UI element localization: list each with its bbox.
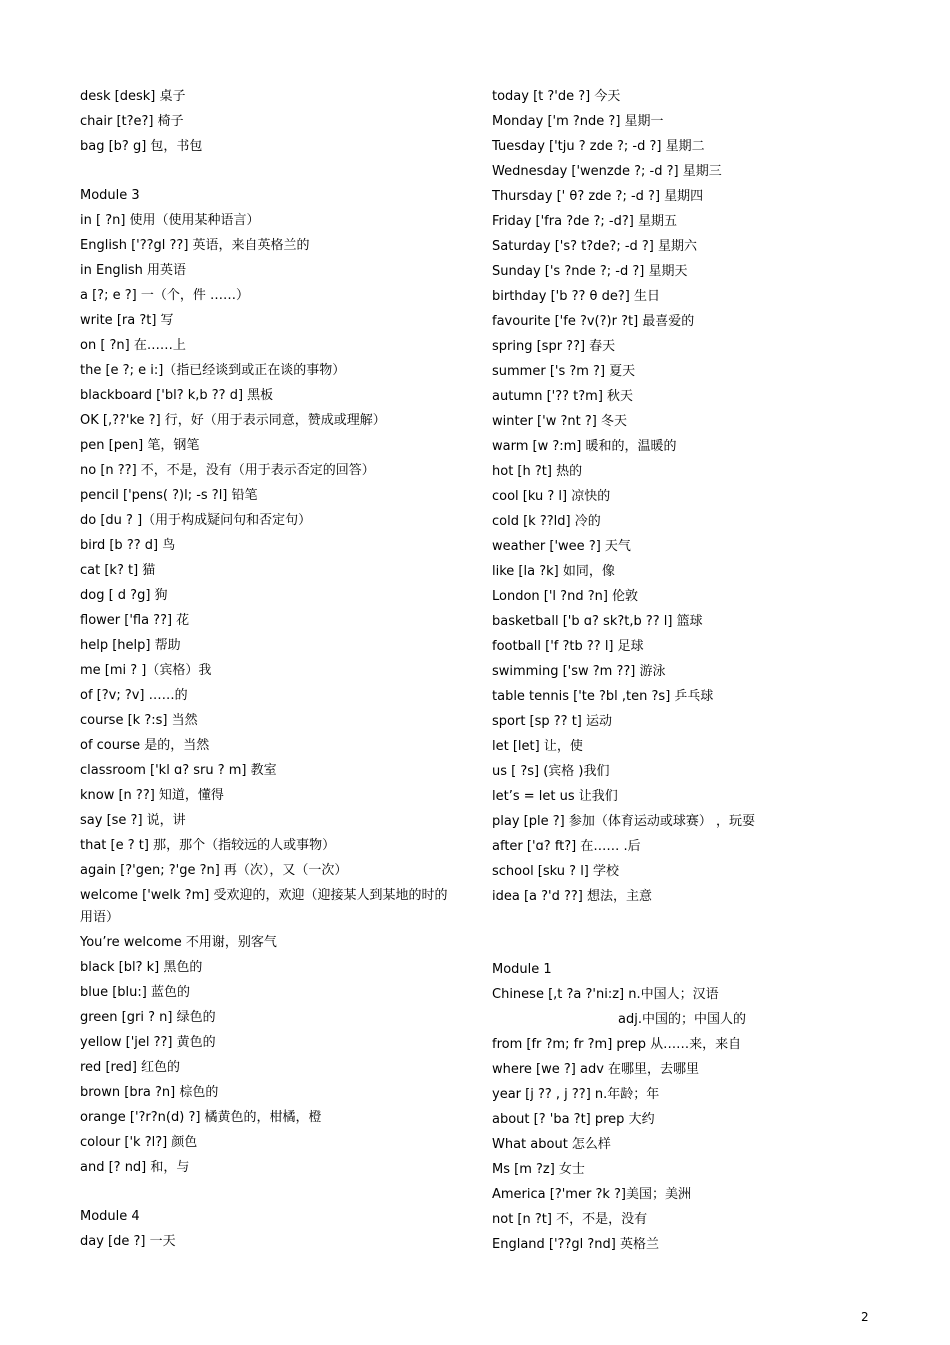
vocab-entry: warm [w ?:m] 暖和的，温暖的 xyxy=(492,439,677,454)
vocab-entry: London ['l ?nd ?n] 伦敦 xyxy=(492,589,639,604)
vocab-entry: do [du ? ]（用于构成疑问句和否定句） xyxy=(80,513,312,528)
vocab-entry: OK [,??'ke ?] 行，好（用于表示同意，赞成或理解） xyxy=(80,413,386,428)
vocab-entry: course [k ?:s] 当然 xyxy=(80,713,198,728)
vocab-entry: blackboard ['bl? k,b ?? d] 黑板 xyxy=(80,388,274,403)
vocab-entry: basketball ['b ɑ? sk?t,b ?? l] 篮球 xyxy=(492,614,703,629)
vocab-entry: football ['f ?tb ?? l] 足球 xyxy=(492,639,644,654)
vocab-entry: adj.中国的；中国人的 xyxy=(618,1012,746,1027)
vocab-entry: like [la ?k] 如同，像 xyxy=(492,564,615,579)
vocab-entry: weather ['wee ?] 天气 xyxy=(492,539,631,554)
vocab-entry: chair [t?e?] 椅子 xyxy=(80,114,184,129)
vocab-entry: write [ra ?t] 写 xyxy=(80,313,174,328)
vocab-entry: year [j ?? , j ??] n.年龄；年 xyxy=(492,1087,660,1102)
vocab-entry: Module 1 xyxy=(492,962,552,977)
vocab-entry: blue [blu:] 蓝色的 xyxy=(80,985,190,1000)
vocab-entry: winter ['w ?nt ?] 冬天 xyxy=(492,414,627,429)
vocab-entry: desk [desk] 桌子 xyxy=(80,89,186,104)
vocab-entry: What about 怎么样 xyxy=(492,1137,611,1152)
vocab-entry: no [n ??] 不，不是，没有（用于表示否定的回答） xyxy=(80,463,375,478)
vocab-entry: orange ['?r?n(d) ?] 橘黄色的，柑橘，橙 xyxy=(80,1110,322,1125)
vocab-entry: from [fr ?m; fr ?m] prep 从……来，来自 xyxy=(492,1037,742,1052)
vocab-entry: play [ple ?] 参加（体育运动或球赛） ，玩耍 xyxy=(492,814,755,829)
vocab-entry: where [we ?] adv 在哪里，去哪里 xyxy=(492,1062,700,1077)
vocab-entry: say [se ?] 说，讲 xyxy=(80,813,186,828)
vocab-entry: day [de ?] 一天 xyxy=(80,1234,176,1249)
vocab-entry: the [e ?; e i:]（指已经谈到或正在谈的事物） xyxy=(80,363,346,378)
vocab-entry: America [?'mer ?k ?]美国；美洲 xyxy=(492,1187,691,1202)
vocab-entry: Friday ['fra ?de ?; -d?] 星期五 xyxy=(492,214,677,229)
vocab-entry: let [let] 让，使 xyxy=(492,739,583,754)
blank-line xyxy=(80,161,455,185)
vocab-entry: autumn ['?? t?m] 秋天 xyxy=(492,389,634,404)
vocab-entry: Sunday ['s ?nde ?; -d ?] 星期天 xyxy=(492,264,688,279)
page-number: 2 xyxy=(861,1310,869,1324)
vocab-entry: on [ ?n] 在……上 xyxy=(80,338,186,353)
vocab-entry: me [mi ? ]（宾格）我 xyxy=(80,663,212,678)
vocab-entry: Tuesday ['tju ? zde ?; -d ?] 星期二 xyxy=(492,139,705,154)
vocab-entry: idea [a ?'d ??] 想法，主意 xyxy=(492,889,652,904)
vocab-entry: brown [bra ?n] 棕色的 xyxy=(80,1085,219,1100)
vocab-entry: welcome ['welk ?m] 受欢迎的，欢迎（迎接某人到某地的时的用语） xyxy=(80,888,448,925)
vocab-entry: flower ['fla ??] 花 xyxy=(80,613,190,628)
vocab-entry: today [t ?'de ?] 今天 xyxy=(492,89,621,104)
left-column xyxy=(80,86,455,1256)
vocab-entry: yellow ['jel ??] 黄色的 xyxy=(80,1035,216,1050)
vocab-entry: Ms [m ?z] 女士 xyxy=(492,1162,585,1177)
vocab-entry: sport [sp ?? t] 运动 xyxy=(492,714,613,729)
blank-line xyxy=(492,911,892,935)
vocab-entry: English ['??gl ??] 英语，来自英格兰的 xyxy=(80,238,310,253)
vocab-entry: favourite ['fe ?v(?)r ?t] 最喜爱的 xyxy=(492,314,695,329)
vocab-entry: colour ['k ?l?] 颜色 xyxy=(80,1135,198,1150)
vocab-entry: Wednesday ['wenzde ?; -d ?] 星期三 xyxy=(492,164,722,179)
vocab-entry: in English 用英语 xyxy=(80,263,187,278)
vocab-entry: classroom ['kl ɑ? sru ? m] 教室 xyxy=(80,763,277,778)
blank-line xyxy=(80,1182,455,1206)
vocab-entry: school [sku ? l] 学校 xyxy=(492,864,620,879)
right-column xyxy=(492,86,892,1259)
vocab-entry: Thursday [' θ? zde ?; -d ?] 星期四 xyxy=(492,189,704,204)
vocab-entry: pen [pen] 笔，钢笔 xyxy=(80,438,200,453)
vocab-entry: bag [b? g] 包，书包 xyxy=(80,139,203,154)
vocab-entry: Module 4 xyxy=(80,1209,140,1224)
vocab-entry: of course 是的，当然 xyxy=(80,738,210,753)
vocab-entry: hot [h ?t] 热的 xyxy=(492,464,583,479)
vocab-entry: that [e ? t] 那，那个（指较远的人或事物） xyxy=(80,838,336,853)
vocab-entry: Chinese [,t ?a ?'ni:z] n.中国人；汉语 xyxy=(492,987,719,1002)
vocab-entry: birthday ['b ?? θ de?] 生日 xyxy=(492,289,660,304)
vocab-entry: know [n ??] 知道，懂得 xyxy=(80,788,224,803)
vocab-entry: cold [k ??ld] 冷的 xyxy=(492,514,601,529)
vocab-entry: of [?v; ?v] ……的 xyxy=(80,688,188,703)
vocab-entry: You’re welcome 不用谢，别客气 xyxy=(80,935,277,950)
vocab-entry: Saturday ['s? t?de?; -d ?] 星期六 xyxy=(492,239,698,254)
vocab-entry: dog [ d ?g] 狗 xyxy=(80,588,168,603)
vocab-entry: and [? nd] 和，与 xyxy=(80,1160,190,1175)
vocab-entry: after ['ɑ? ft?] 在…… .后 xyxy=(492,839,641,854)
vocab-entry: cool [ku ? l] 凉快的 xyxy=(492,489,611,504)
vocab-entry: spring [spr ??] 春天 xyxy=(492,339,616,354)
vocab-entry: pencil ['pens( ?)l; -s ?l] 铅笔 xyxy=(80,488,258,503)
vocab-entry: us [ ?s] (宾格 )我们 xyxy=(492,764,610,779)
vocab-entry: not [n ?t] 不，不是，没有 xyxy=(492,1212,648,1227)
vocab-entry: summer ['s ?m ?] 夏天 xyxy=(492,364,636,379)
vocab-entry: England ['??gl ?nd] 英格兰 xyxy=(492,1237,659,1252)
vocab-entry: let’s = let us 让我们 xyxy=(492,789,618,804)
vocab-entry: again [?'gen; ?'ge ?n] 再（次），又（一次） xyxy=(80,863,348,878)
vocab-entry: black [bl? k] 黑色的 xyxy=(80,960,203,975)
vocab-entry: swimming ['sw ?m ??] 游泳 xyxy=(492,664,666,679)
vocab-entry: cat [k? t] 猫 xyxy=(80,563,156,578)
vocab-entry: bird [b ?? d] 鸟 xyxy=(80,538,176,553)
vocab-entry: in [ ?n] 使用（使用某种语言） xyxy=(80,213,260,228)
vocab-entry: Module 3 xyxy=(80,188,140,203)
vocab-entry: green [gri ? n] 绿色的 xyxy=(80,1010,216,1025)
vocab-entry: table tennis ['te ?bl ,ten ?s] 乒乓球 xyxy=(492,689,714,704)
vocab-entry: Monday ['m ?nde ?] 星期一 xyxy=(492,114,664,129)
vocab-entry: about [? 'ba ?t] prep 大约 xyxy=(492,1112,655,1127)
vocab-entry: a [?; e ?] 一（个，件 ……） xyxy=(80,288,249,303)
vocab-entry: help [help] 帮助 xyxy=(80,638,181,653)
vocab-entry: red [red] 红色的 xyxy=(80,1060,181,1075)
blank-line xyxy=(492,935,892,959)
